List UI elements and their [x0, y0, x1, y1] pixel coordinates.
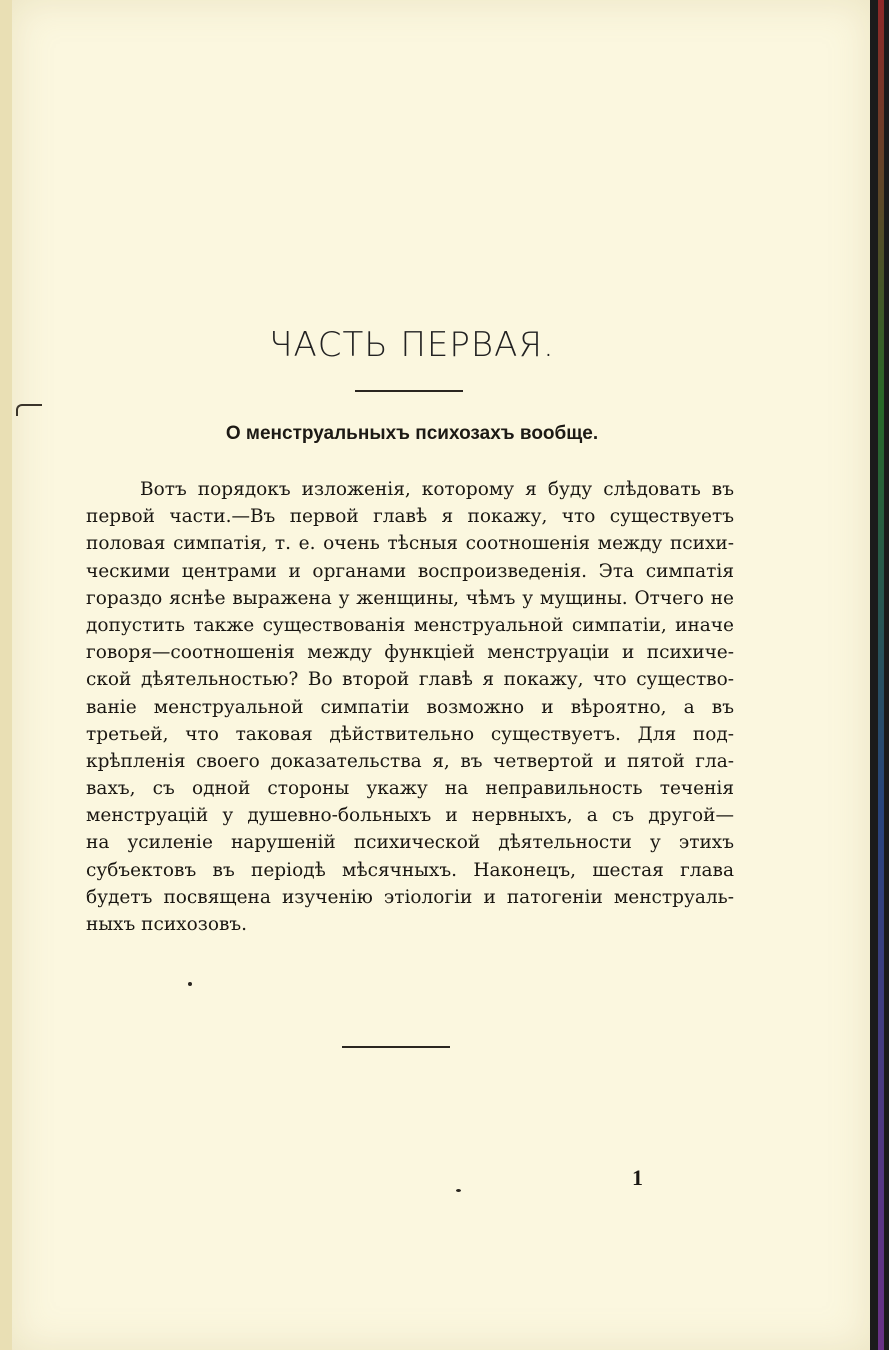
text-line: гораздо яснѣе выражена у женщины, чѣмъ у мущины. Отчего не — [86, 587, 734, 609]
text-line: первой части.—Въ первой главѣ я покажу, что существуетъ — [86, 506, 734, 528]
scan-right-edge — [870, 0, 889, 1350]
body-paragraph — [86, 476, 734, 938]
page-number: 1 — [632, 1165, 643, 1190]
text-line: менструацій у душевно-больныхъ и нервныхъ, а съ другой— — [86, 805, 734, 827]
text-line: ваніе менструальной симпатіи возможно и вѣроятно, а въ — [86, 696, 734, 718]
ink-speck — [456, 1189, 461, 1192]
margin-mark — [16, 404, 42, 416]
text-line: вахъ, съ одной стороны укажу на неправильность теченія — [86, 778, 734, 800]
end-divider — [342, 1046, 450, 1048]
text-line: третьей, что таковая дѣйствительно существуетъ. Для под- — [86, 723, 734, 745]
ink-speck — [188, 982, 192, 986]
text-line: ческими центрами и органами воспроизведенія. Эта симпатія — [86, 560, 734, 582]
section-heading: О менструальныхъ психозахъ вообще. — [225, 423, 599, 444]
book-page — [12, 0, 870, 1350]
text-line: на усиленіе нарушеній психической дѣятельности у этихъ — [86, 832, 734, 854]
color-calibration-strip — [878, 0, 884, 1350]
text-line: говоря—соотношенія между функціей менструаціи и психиче- — [86, 642, 734, 664]
text-line: половая симпатія, т. е. очень тѣсныя соотношенія между психи- — [86, 533, 734, 555]
text-line: допустить также существованія менструальной симпатіи, иначе — [86, 614, 734, 636]
text-line: субъектовъ въ періодѣ мѣсячныхъ. Наконецъ, шестая глава — [86, 859, 734, 881]
text-line: будетъ посвящена изученію этіологіи и патогеніи менструаль- — [86, 886, 734, 908]
part-title: ЧАСТЬ ПЕРВАЯ. — [269, 325, 555, 365]
text-line: Вотъ порядокъ изложенія, которому я буду слѣдовать въ — [140, 479, 734, 500]
text-line: крѣпленія своего доказательства я, въ четвертой и пятой гла- — [86, 750, 734, 772]
text-line: ской дѣятельностью? Во второй главѣ я покажу, что существо- — [86, 669, 734, 691]
text-line: ныхъ психозовъ. — [86, 914, 248, 935]
title-divider — [355, 390, 463, 392]
